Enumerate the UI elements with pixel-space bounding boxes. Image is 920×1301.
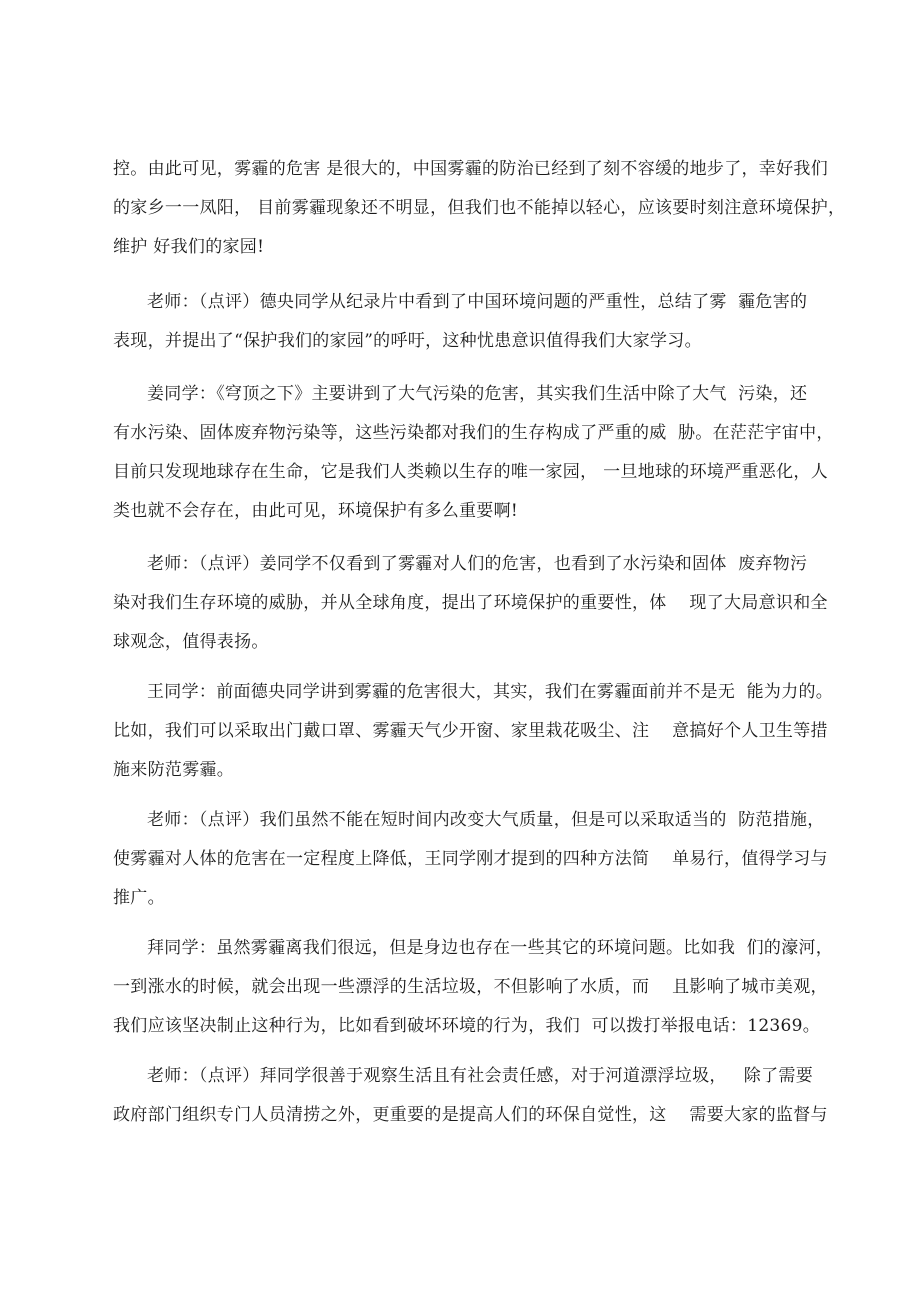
text-line: 老师：（点评）拜同学很善于观察生活且有社会责任感，对于河道漂浮垃圾， 除了需要 [147,1066,814,1086]
text-line: 维护 好我们的家园! [113,237,265,257]
text-line: 目前只发现地球存在生命，它是我们人类赖以生存的唯一家园， 一旦地球的环境严重恶化，人 [113,462,829,482]
paragraph-teacher-comment-2 [113,545,833,662]
text-line: 政府部门组织专门人员清捞之外，更重要的是提高人们的环保自觉性，这 需要大家的监督与 [113,1105,828,1125]
text-line: 染对我们生存环境的威胁，并从全球角度，提出了环境保护的重要性，体 现了大局意识和全 [113,593,828,613]
text-line: 老师：（点评）我们虽然不能在短时间内改变大气质量，但是可以采取适当的 防范措施， [147,810,825,830]
text-line: 有水污染、固体废弃物污染等，这些污染都对我们的生存构成了严重的威 胁。在茫茫宇宙中， [113,423,834,443]
paragraph-student-wang [113,673,833,790]
text-line: 我们应该坚决制止这种行为，比如看到破坏环境的行为，我们 可以拨打举报电话：12369。 [113,1016,821,1036]
text-line: 施来防范雾霾。 [113,760,235,780]
text-line: 球观念，值得表扬。 [113,632,269,652]
text-line: 姜同学：《穹顶之下》主要讲到了大气污染的危害，其实我们生活中除了大气 污染，还 [147,384,808,404]
paragraph-student-jiang [113,375,833,531]
text-line: 老师：（点评）德央同学从纪录片中看到了中国环境问题的严重性，总结了雾 霾危害的 [147,292,808,312]
text-line: 比如，我们可以采取出门戴口罩、雾霾天气少开窗、家里栽花吸尘、注 意搞好个人卫生等措 [113,721,828,741]
paragraph-teacher-comment-3 [113,801,833,918]
text-line: 使雾霾对人体的危害在一定程度上降低，王同学刚才提到的四种方法简 单易行，值得学习与 [113,849,828,869]
text-line: 表现，并提出了“保护我们的家园”的呼吁，这种忧患意识值得我们大家学习。 [113,331,702,351]
text-line: 拜同学：虽然雾霾离我们很远，但是身边也存在一些其它的环境问题。比如我 们的濠河， [147,938,834,958]
paragraph-student-bai [113,929,833,1046]
text-line: 老师：（点评）姜同学不仅看到了雾霾对人们的危害，也看到了水污染和固体 废弃物污 [147,554,808,574]
text-line: 控。由此可见，雾霾的危害 是很大的，中国雾霾的防治已经到了刻不容缓的地步了，幸好我们 [113,159,829,179]
paragraph-conclusion [113,150,846,267]
text-line: 的家乡一一凤阳， 目前雾霾现象还不明显，但我们也不能掉以轻心，应该要时刻注意环境保护， [113,198,846,218]
text-line: 一到涨水的时候，就会出现一些漂浮的生活垃圾，不但影响了水质，而 且影响了城市美观， [113,977,828,997]
text-line: 王同学：前面德央同学讲到雾霾的危害很大，其实，我们在雾霾面前并不是无 能为力的。 [147,682,834,702]
text-line: 推广。 [113,888,165,908]
paragraph-teacher-comment-4 [113,1057,833,1135]
text-line: 类也就不会存在，由此可见，环境保护有多么重要啊! [113,501,519,521]
paragraph-teacher-comment-1 [113,283,833,361]
